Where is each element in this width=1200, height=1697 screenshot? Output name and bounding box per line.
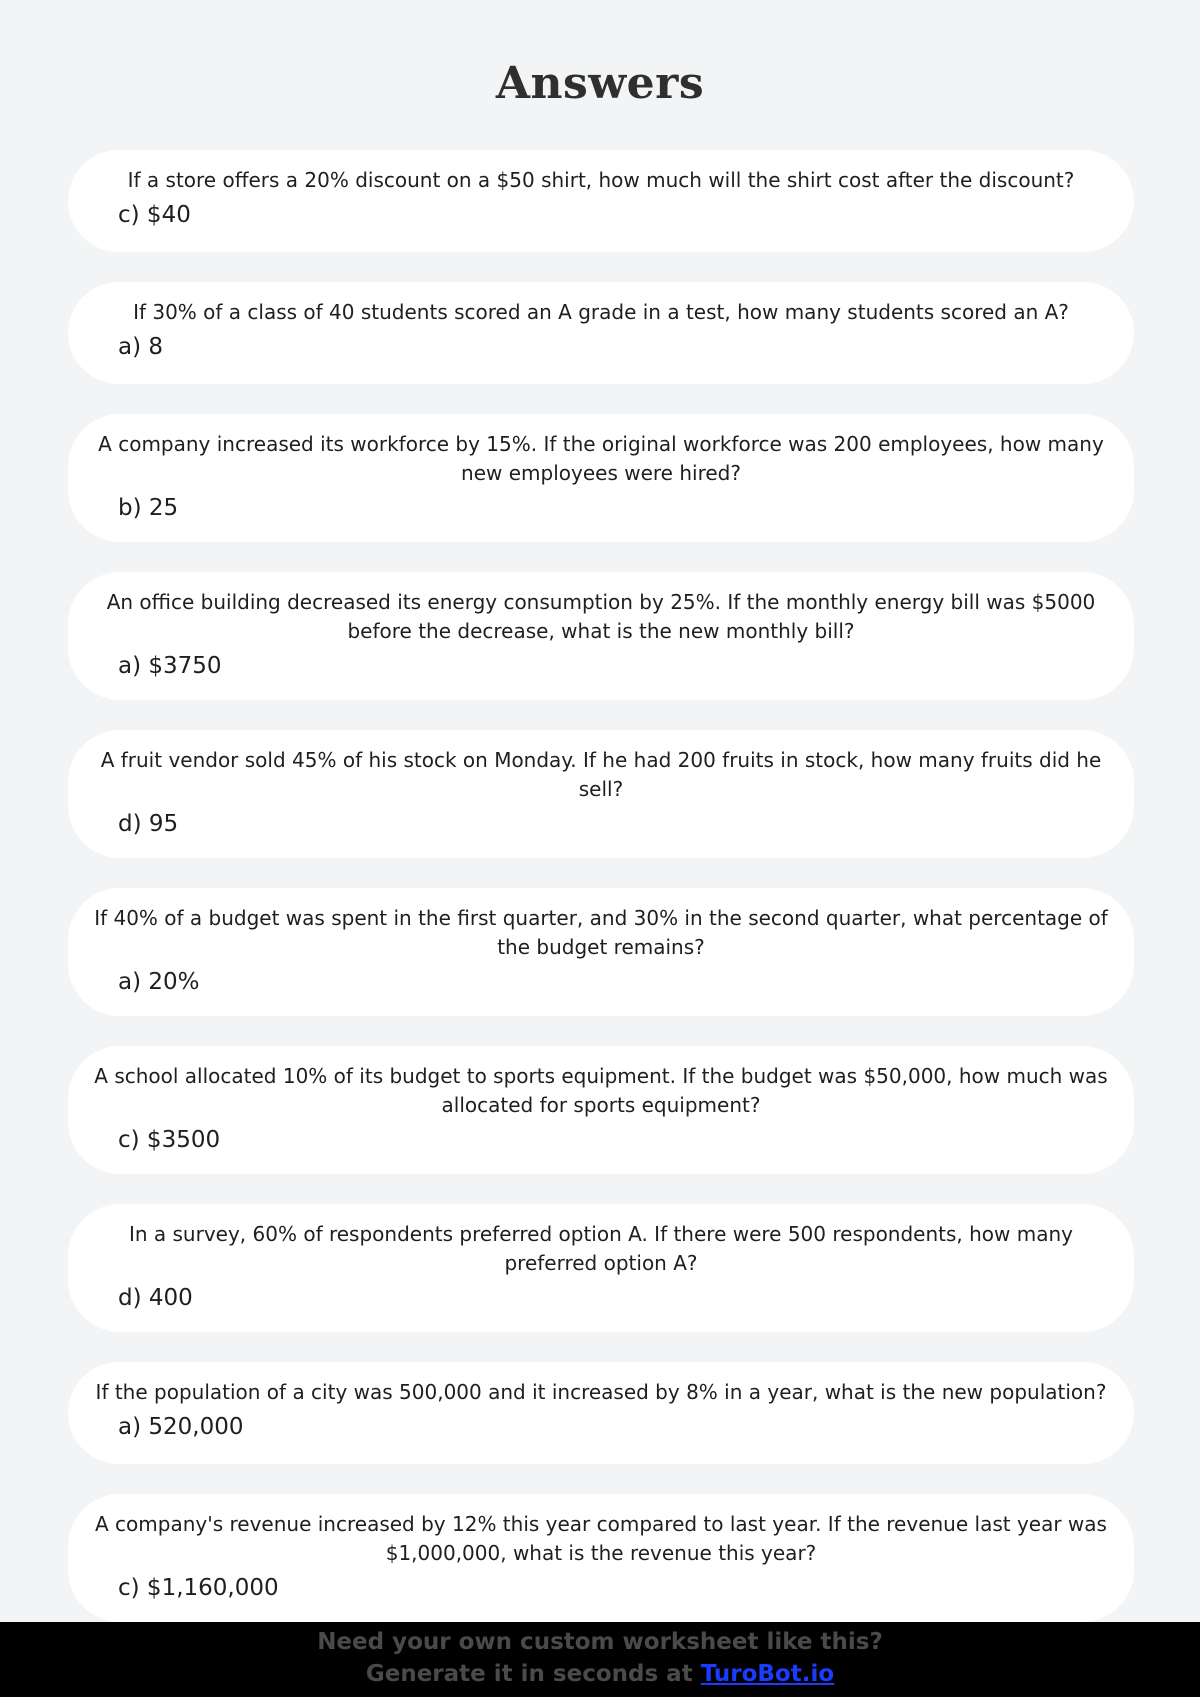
question-text: A company increased its workforce by 15%. If the original workforce was 200 employees, how many new employees were hired?: [98, 432, 1104, 485]
answer-text: d) 400: [118, 1285, 193, 1311]
question-text: In a survey, 60% of respondents preferred option A. If there were 500 respondents, how many preferred option A?: [128, 1222, 1074, 1275]
question-text: If 40% of a budget was spent in the first quarter, and 30% in the second quarter, what percentage of the budget remains?: [94, 906, 1108, 959]
answer-card-8: [68, 1204, 1134, 1332]
question-text: A school allocated 10% of its budget to sports equipment. If the budget was $50,000, how much was allocated for sports equipment?: [94, 1064, 1108, 1117]
question-text: If a store offers a 20% discount on a $50 shirt, how much will the shirt cost after the discount?: [127, 168, 1075, 192]
answer-card-7: [68, 1046, 1134, 1174]
answer-card-10: [68, 1494, 1134, 1622]
answer-card-3: [68, 414, 1134, 542]
footer-line-2-prefix: Generate it in seconds at: [365, 1661, 701, 1687]
answer-card-4: [68, 572, 1134, 700]
question-text: A fruit vendor sold 45% of his stock on Monday. If he had 200 fruits in stock, how many fruits did he sell?: [100, 748, 1102, 801]
answer-text: a) 520,000: [118, 1414, 244, 1440]
answer-card-2: [68, 282, 1134, 384]
question-text: An office building decreased its energy consumption by 25%. If the monthly energy bill was $5000 before the decrease, what is the new monthly bill?: [106, 590, 1096, 643]
answer-list: [68, 150, 1134, 1652]
answer-card-6: [68, 888, 1134, 1016]
page-title: Answers: [495, 58, 705, 109]
footer-line-1: Need your own custom worksheet like this?: [317, 1629, 883, 1655]
answer-text: c) $3500: [118, 1127, 221, 1153]
promo-footer: [0, 1622, 1200, 1697]
answer-text: c) $40: [118, 202, 191, 228]
answer-text: b) 25: [118, 495, 179, 521]
answer-text: a) 8: [118, 334, 164, 360]
question-text: If 30% of a class of 40 students scored an A grade in a test, how many students scored an A?: [133, 300, 1069, 324]
turobot-link[interactable]: TuroBot.io: [700, 1661, 835, 1687]
answer-text: a) $3750: [118, 653, 222, 679]
answer-card-5: [68, 730, 1134, 858]
answer-text: d) 95: [118, 811, 179, 837]
answer-text: c) $1,160,000: [118, 1575, 279, 1601]
answer-card-1: [68, 150, 1134, 252]
footer-line-2: [0, 1658, 1200, 1690]
answer-card-9: [68, 1362, 1134, 1464]
question-text: If the population of a city was 500,000 and it increased by 8% in a year, what is the new population?: [95, 1380, 1107, 1404]
question-text: A company's revenue increased by 12% this year compared to last year. If the revenue last year was $1,000,000, what is the revenue this year?: [95, 1512, 1107, 1565]
answer-text: a) 20%: [118, 969, 200, 995]
